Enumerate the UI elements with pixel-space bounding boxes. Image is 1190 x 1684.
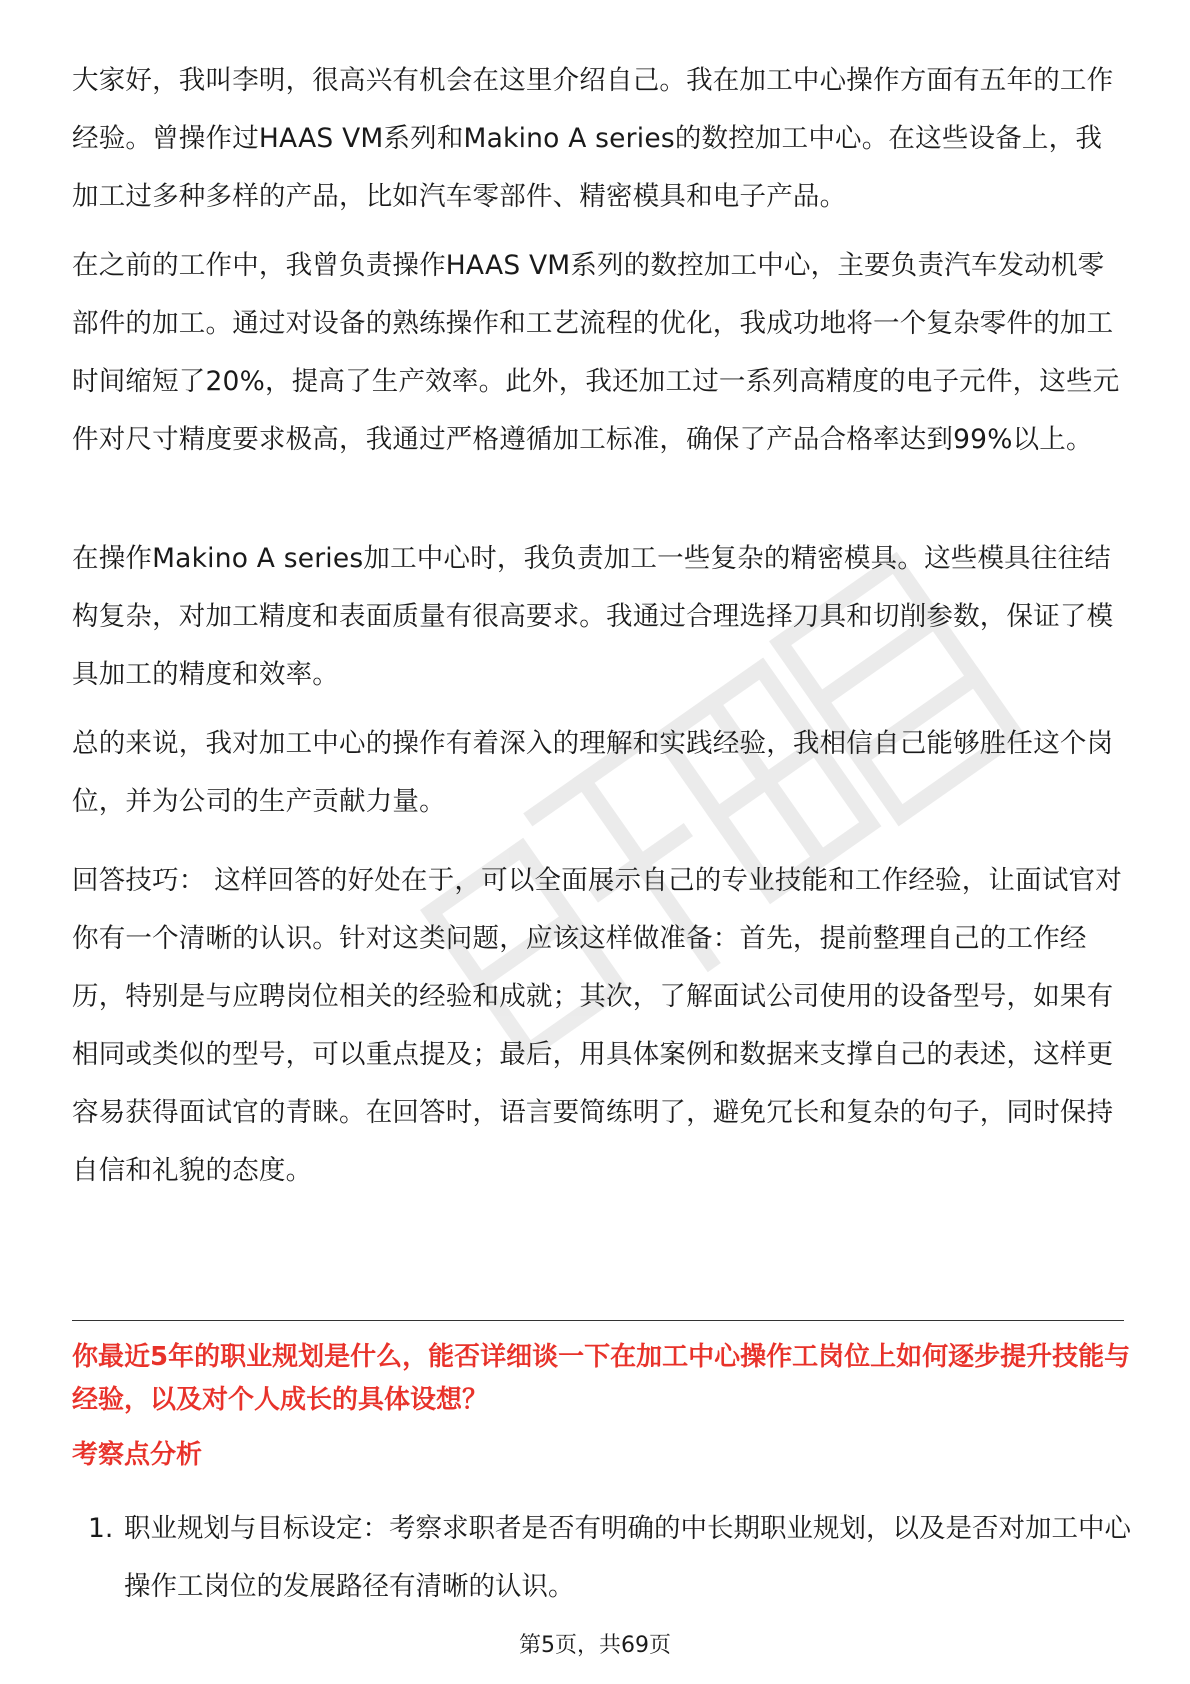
- page-number-footer: 第5页，共69页: [519, 1633, 671, 1658]
- list-item: [72, 1500, 1132, 1616]
- interview-question: 你最近5年的职业规划是什么，能否详细谈一下在加工中心操作工岗位上如何逐步提升技能与经验，以及对个人成长的具体设想？: [72, 1342, 1131, 1415]
- summary-paragraph: 总的来说，我对加工中心的操作有着深入的理解和实践经验，我相信自己能够胜任这个岗位，并为公司的生产贡献力量。: [72, 728, 1114, 817]
- list-item-text: 职业规划与目标设定：考察求职者是否有明确的中长期职业规划，以及是否对加工中心操作工岗位的发展路径有清晰的认识。: [124, 1513, 1131, 1602]
- intro-paragraph: 大家好，我叫李明，很高兴有机会在这里介绍自己。我在加工中心操作方面有五年的工作经验。曾操作过HAAS VM系列和Makino A series的数控加工中心。在这些设备上，我加工过多种多样的产品，比如汽车零部件、精密模具和电子产品。: [72, 65, 1114, 212]
- answer-tips-paragraph: 回答技巧： 这样回答的好处在于，可以全面展示自己的专业技能和工作经验，让面试官对你有一个清晰的认识。针对这类问题，应该这样做准备：首先，提前整理自己的工作经历，特别是与应聘岗位相关的经验和成就；其次，了解面试公司使用的设备型号，如果有相同或类似的型号，可以重点提及；最后，用具体案例和数据来支撑自己的表述，这样更容易获得面试官的青睐。在回答时，语言要简练明了，避免冗长和复杂的句子，同时保持自信和礼貌的态度。: [72, 865, 1122, 1186]
- analysis-section-title: 考察点分析: [72, 1440, 203, 1470]
- makino-experience-paragraph: 在操作Makino A series加工中心时，我负责加工一些复杂的精密模具。这些模具往往结构复杂，对加工精度和表面质量有很高要求。我通过合理选择刀具和切削参数，保证了模具加工的精度和效率。: [72, 543, 1114, 690]
- section-divider: [72, 1320, 1124, 1321]
- analysis-list: [72, 1500, 1132, 1616]
- haas-experience-paragraph: 在之前的工作中，我曾负责操作HAAS VM系列的数控加工中心，主要负责汽车发动机零部件的加工。通过对设备的熟练操作和工艺流程的优化，我成功地将一个复杂零件的加工时间缩短了20%，提高了生产效率。此外，我还加工过一系列高精度的电子元件，这些元件对尺寸精度要求极高，我通过严格遵循加工标准，确保了产品合格率达到99%以上。: [72, 250, 1120, 455]
- list-item-number: 1.: [88, 1513, 114, 1544]
